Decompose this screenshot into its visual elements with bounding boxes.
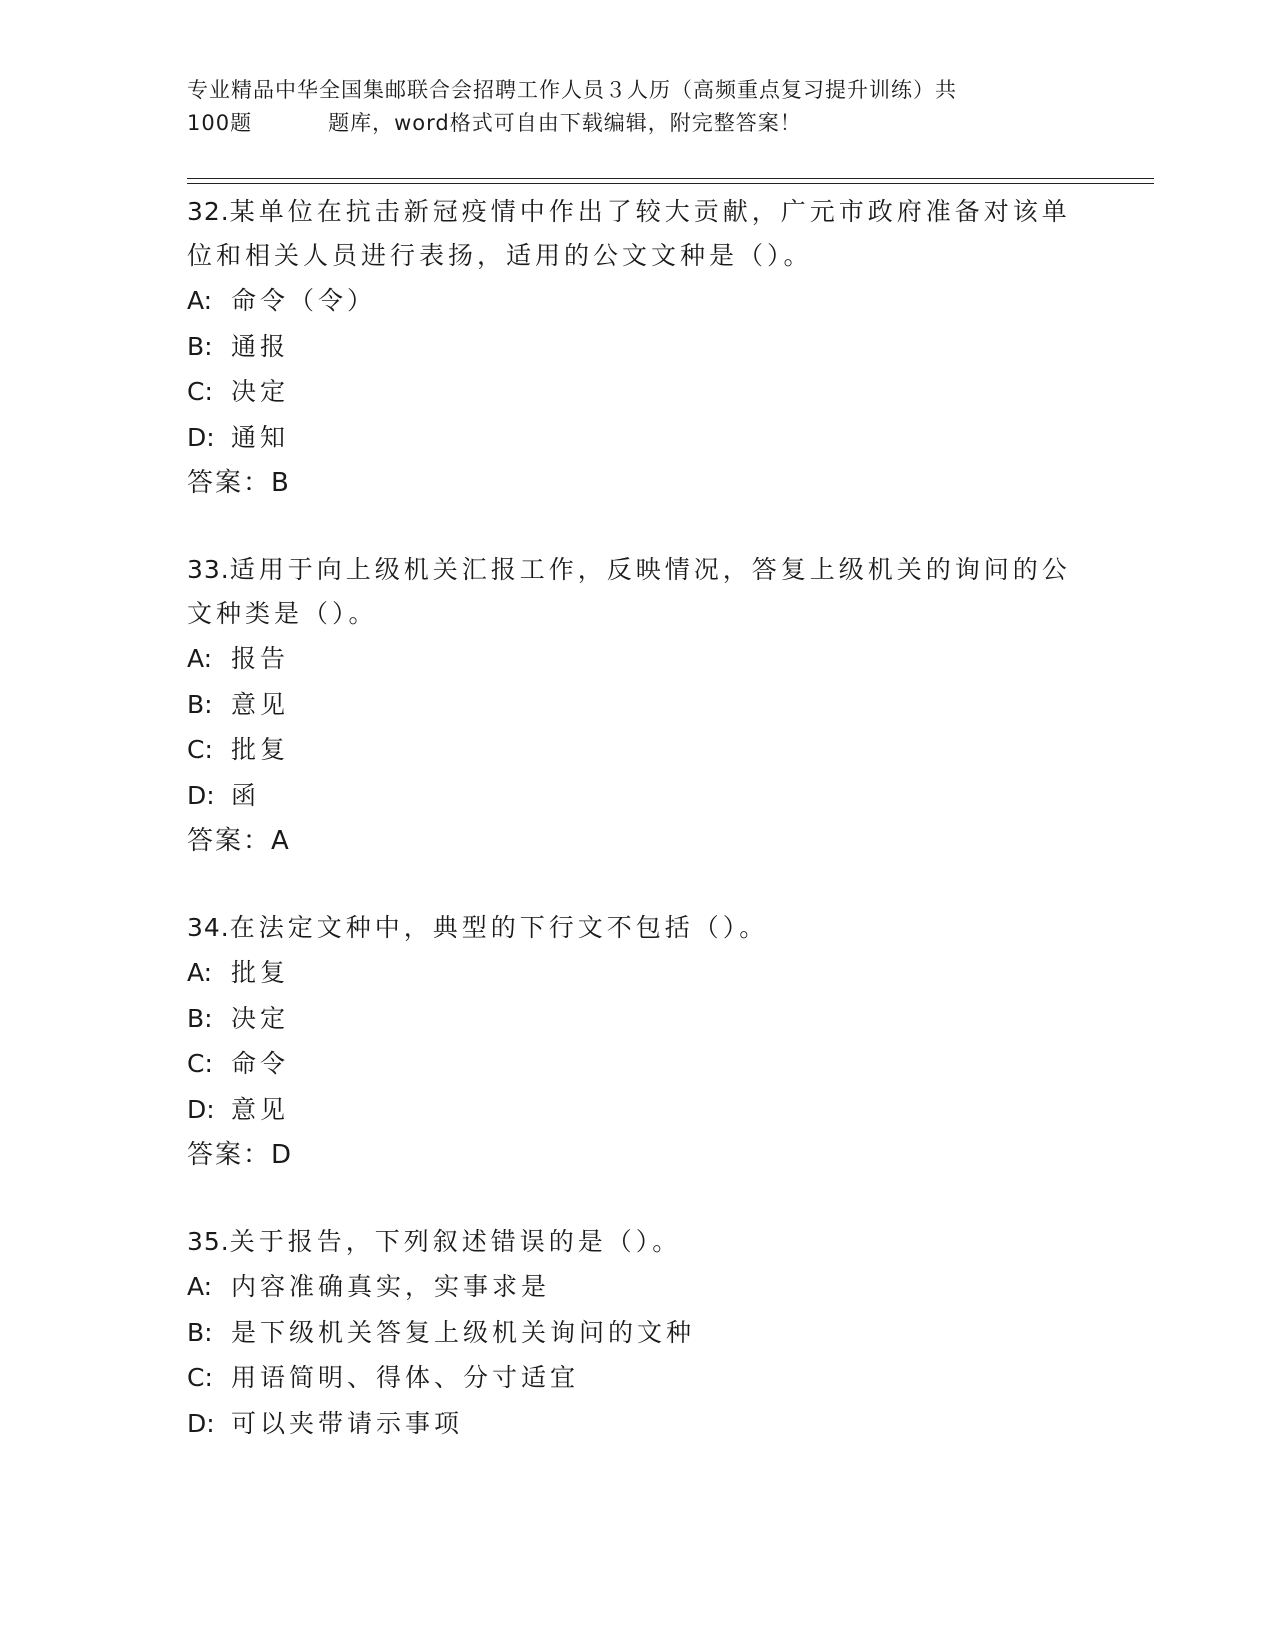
question-text: 关于报告，下列叙述错误的是（）。 <box>229 1227 682 1256</box>
question-stem <box>187 190 1087 278</box>
option-text: 意见 <box>231 689 290 719</box>
option-b <box>187 682 1087 728</box>
question-number: 33. <box>187 555 230 584</box>
question-number: 34. <box>187 913 230 942</box>
header-count: 100题 <box>187 111 253 135</box>
option-text: 内容准确真实，实事求是 <box>231 1272 551 1301</box>
question-text: 某单位在抗击新冠疫情中作出了较大贡献，广元市政府准备对该单位和相关人员进行表扬，适用的公文文种是（）。 <box>187 197 1071 270</box>
option-text: 批复 <box>231 735 290 764</box>
option-letter: A: <box>187 644 213 673</box>
option-d <box>187 1087 1087 1133</box>
option-b <box>187 996 1087 1042</box>
option-text: 是下级机关答复上级机关询问的文种 <box>231 1317 696 1347</box>
option-letter: C: <box>187 377 213 406</box>
answer-label: 答案：B <box>187 468 291 498</box>
header-line-2 <box>187 107 1087 140</box>
option-text: 决定 <box>231 1003 290 1033</box>
option-text: 可以夹带请示事项 <box>231 1408 464 1438</box>
option-a <box>187 278 1087 324</box>
option-letter: A: <box>187 286 213 315</box>
option-d <box>187 415 1087 461</box>
header-divider-top <box>187 178 1154 179</box>
option-letter: D: <box>187 1094 215 1124</box>
option-letter: A: <box>187 1272 213 1301</box>
option-text: 通报 <box>231 331 290 361</box>
option-d <box>187 1401 1087 1447</box>
question-number: 35. <box>187 1227 230 1256</box>
question-text: 适用于向上级机关汇报工作，反映情况，答复上级机关的询问的公文种类是（）。 <box>187 555 1071 628</box>
question-stem <box>187 1220 1087 1264</box>
option-c <box>187 369 1087 415</box>
option-text: 意见 <box>231 1094 290 1124</box>
option-text: 函 <box>231 780 261 810</box>
header-divider-bottom <box>187 183 1154 184</box>
question-stem <box>187 548 1087 636</box>
option-d <box>187 773 1087 819</box>
question-item <box>187 906 1087 1178</box>
answer-label: 答案：A <box>187 826 291 856</box>
option-b <box>187 1310 1087 1356</box>
question-number: 32. <box>187 197 230 226</box>
option-letter: B: <box>187 331 213 361</box>
option-text: 命令 <box>231 1049 290 1078</box>
option-text: 批复 <box>231 958 290 987</box>
option-letter: B: <box>187 1003 213 1033</box>
question-list <box>187 190 1087 1488</box>
option-letter: D: <box>187 780 215 810</box>
option-text: 报告 <box>231 644 290 673</box>
option-letter: B: <box>187 1317 213 1347</box>
question-stem <box>187 906 1087 950</box>
question-text: 在法定文种中，典型的下行文不包括（）。 <box>229 913 769 942</box>
option-text: 决定 <box>231 377 290 406</box>
option-a <box>187 950 1087 996</box>
question-item <box>187 190 1087 506</box>
option-c <box>187 1355 1087 1401</box>
option-text: 命令（令） <box>231 286 377 315</box>
question-item <box>187 1220 1087 1446</box>
option-a <box>187 636 1087 682</box>
option-text: 用语简明、得体、分寸适宜 <box>231 1363 580 1392</box>
option-a <box>187 1264 1087 1310</box>
header-description: 题库，word格式可自由下载编辑，附完整答案！ <box>328 111 802 135</box>
option-letter: C: <box>187 1363 213 1392</box>
option-text: 通知 <box>231 422 290 452</box>
option-b <box>187 324 1087 370</box>
document-header <box>187 74 1087 140</box>
option-letter: D: <box>187 1408 215 1438</box>
option-c <box>187 727 1087 773</box>
option-letter: C: <box>187 1049 213 1078</box>
option-letter: B: <box>187 689 213 719</box>
option-letter: A: <box>187 958 213 987</box>
header-line-1: 专业精品中华全国集邮联合会招聘工作人员３人历（高频重点复习提升训练）共 <box>187 78 957 102</box>
option-c <box>187 1041 1087 1087</box>
option-letter: D: <box>187 422 215 452</box>
answer-label: 答案：D <box>187 1140 294 1170</box>
option-letter: C: <box>187 735 213 764</box>
question-item <box>187 548 1087 864</box>
